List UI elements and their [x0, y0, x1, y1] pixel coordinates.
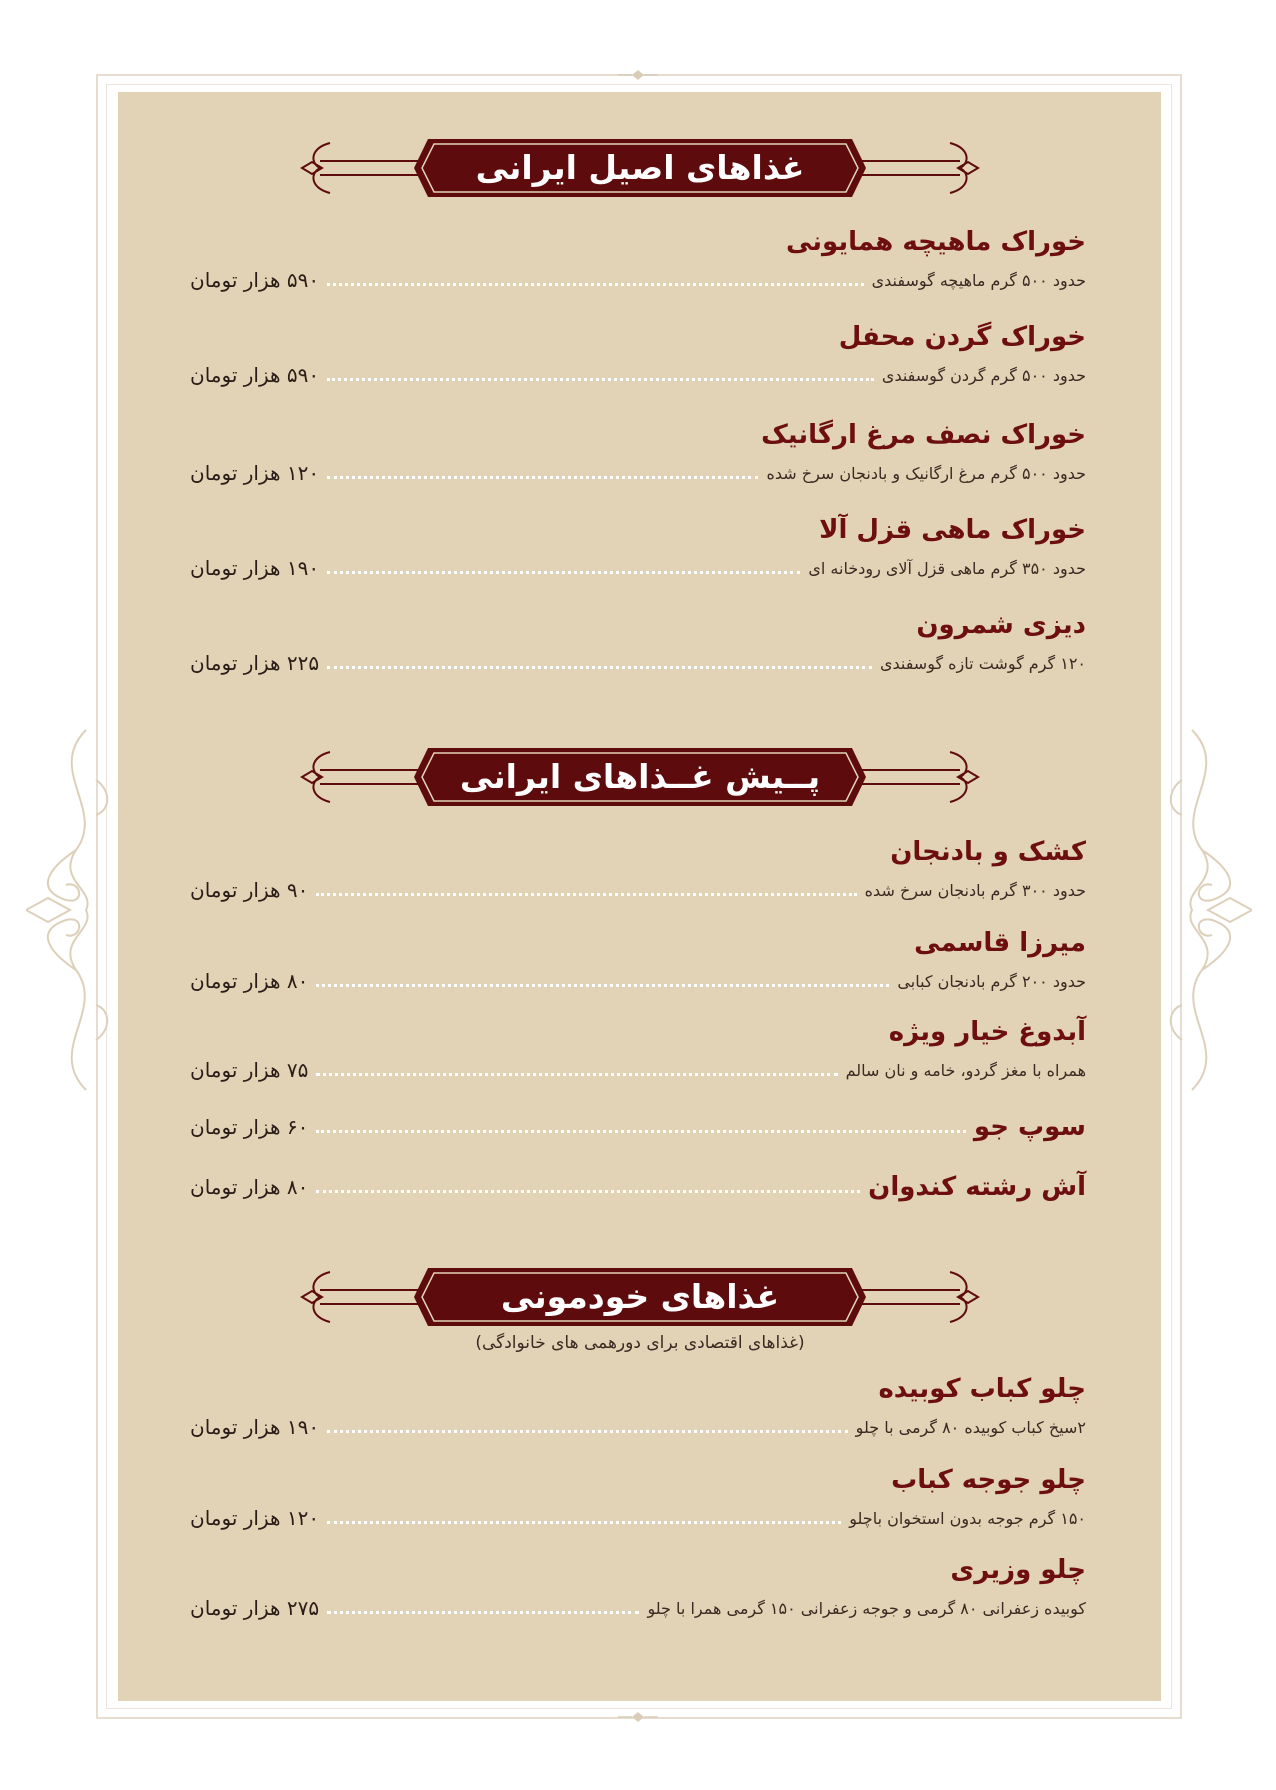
dotted-leader	[316, 1190, 860, 1193]
item-price: ۱۹۰ هزار تومان	[190, 1415, 320, 1439]
dotted-leader	[327, 571, 800, 574]
item-description: ۱۵۰ گرم جوجه بدون استخوان باچلو	[849, 1508, 1086, 1528]
item-price: ۱۲۰ هزار تومان	[190, 461, 320, 485]
item-price: ۸۰ هزار تومان	[190, 969, 309, 993]
item-name: چلو وزیری	[950, 1555, 1086, 1585]
menu-item	[190, 1463, 1086, 1533]
menu-item	[190, 1553, 1086, 1623]
dotted-leader	[327, 1430, 848, 1433]
item-price: ۲۲۵ هزار تومان	[190, 651, 320, 675]
menu-item	[190, 1372, 1086, 1442]
item-price: ۱۲۰ هزار تومان	[190, 1506, 320, 1530]
item-price: ۷۵ هزار تومان	[190, 1058, 309, 1082]
item-description: حدود ۵۰۰ گرم گردن گوسفندی	[881, 365, 1086, 385]
item-description: ۱۲۰ گرم گوشت تازه گوسفندی	[879, 653, 1086, 673]
item-price: ۱۹۰ هزار تومان	[190, 556, 320, 580]
section-title: پــیش غــذاهای ایرانی	[459, 756, 821, 796]
menu-item	[190, 225, 1086, 295]
item-price: ۶۰ هزار تومان	[190, 1115, 309, 1139]
menu-item	[190, 926, 1086, 996]
menu-item	[190, 418, 1086, 488]
top-ornament-icon	[618, 68, 658, 82]
item-description: حدود ۳۵۰ گرم ماهی قزل آلای رودخانه ای	[808, 558, 1086, 578]
dotted-leader	[327, 283, 863, 286]
item-name: آبدوغ خیار ویژه	[888, 1017, 1086, 1047]
item-name: خوراک نصف مرغ ارگانیک	[761, 420, 1086, 450]
item-price: ۸۰ هزار تومان	[190, 1175, 309, 1199]
dotted-leader	[327, 1611, 639, 1614]
item-description: همراه با مغز گردو، خامه و نان سالم	[845, 1060, 1086, 1080]
menu-item	[190, 1015, 1086, 1085]
item-name: چلو جوجه کباب	[891, 1465, 1086, 1495]
item-description: حدود ۵۰۰ گرم مرغ ارگانیک و بادنجان سرخ شده	[766, 463, 1086, 483]
right-flourish-icon	[1162, 720, 1252, 1100]
dotted-leader	[327, 378, 874, 381]
menu-item	[190, 320, 1086, 390]
item-name: کشک و بادنجان	[890, 837, 1086, 867]
menu-item	[190, 835, 1086, 905]
item-price: ۵۹۰ هزار تومان	[190, 363, 320, 387]
item-description: حدود ۲۰۰ گرم بادنجان کبابی	[897, 971, 1086, 991]
section-title: غذاهای اصیل ایرانی	[475, 147, 805, 187]
section-subtitle: (غذاهای اقتصادی برای دورهمی های خانوادگی)	[475, 1333, 805, 1353]
item-name: خوراک گردن محفل	[838, 322, 1086, 352]
item-name: سوپ جو	[973, 1112, 1086, 1142]
item-name: دیزی شمرون	[916, 610, 1086, 640]
item-description: حدود ۵۰۰ گرم ماهیچه گوسفندی	[871, 270, 1086, 290]
item-name: چلو کباب کوبیده	[878, 1374, 1086, 1404]
item-description: حدود ۳۰۰ گرم بادنجان سرخ شده	[864, 880, 1086, 900]
item-name: آش رشته کندوان	[868, 1172, 1086, 1202]
menu-item	[190, 513, 1086, 583]
dotted-leader	[327, 1521, 841, 1524]
dotted-leader	[327, 476, 758, 479]
item-description: کوبیده زعفرانی ۸۰ گرمی و جوجه زعفرانی ۱۵۰ گرمی همرا با چلو	[647, 1598, 1086, 1618]
section-banner-3	[300, 1262, 980, 1332]
item-name: میرزا قاسمی	[914, 928, 1086, 958]
item-price: ۲۷۵ هزار تومان	[190, 1596, 320, 1620]
left-flourish-icon	[26, 720, 116, 1100]
item-name: خوراک ماهی قزل آلا	[819, 515, 1086, 545]
bottom-ornament-icon	[618, 1710, 658, 1724]
dotted-leader	[316, 893, 856, 896]
menu-item	[190, 1105, 1086, 1149]
menu-item	[190, 608, 1086, 678]
dotted-leader	[316, 1073, 837, 1076]
item-description: ۲سیخ کباب کوبیده ۸۰ گرمی با چلو	[855, 1417, 1086, 1437]
item-name: خوراک ماهیچه همایونی	[785, 227, 1086, 257]
item-price: ۵۹۰ هزار تومان	[190, 268, 320, 292]
section-banner-1	[300, 133, 980, 203]
item-price: ۹۰ هزار تومان	[190, 878, 309, 902]
dotted-leader	[327, 666, 872, 669]
section-title: غذاهای خودمونی	[500, 1276, 780, 1316]
section-banner-2	[300, 742, 980, 812]
dotted-leader	[316, 984, 889, 987]
menu-item	[190, 1165, 1086, 1209]
dotted-leader	[316, 1130, 966, 1133]
